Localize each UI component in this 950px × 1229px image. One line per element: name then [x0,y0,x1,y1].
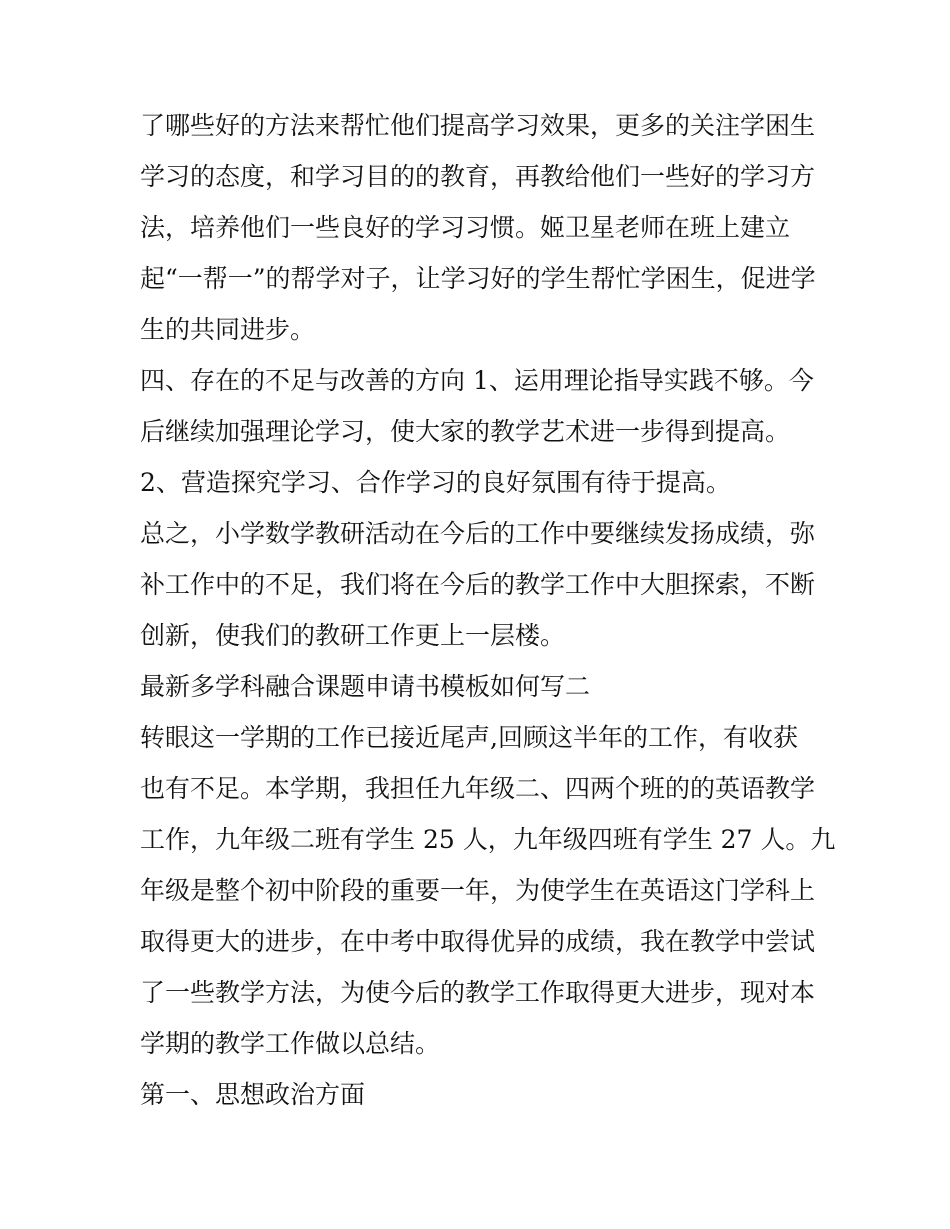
text-line: 创新，使我们的教研工作更上一层楼。 [140,621,566,650]
section-heading: 第一、思想政治方面 [140,1080,366,1109]
text-line: 学期的教学工作做以总结。 [140,1029,441,1058]
text-line: 起“一帮一”的帮学对子，让学习好的学生帮忙学困生，促进学 [140,264,816,293]
text-line: 取得更大的进步，在中考中取得优异的成绩，我在教学中尝试 [140,927,816,956]
text-line: 年级是整个初中阶段的重要一年，为使学生在英语这门学科上 [140,876,816,905]
text-line: 学习的态度，和学习目的的教育，再教给他们一些好的学习方 [140,162,816,191]
text-line: 生的共同进步。 [140,315,316,344]
text-line: 补工作中的不足，我们将在今后的教学工作中大胆探索，不断 [140,570,816,599]
section-heading: 四、存在的不足与改善的方向 1、运用理论指导实践不够。今 [140,366,814,395]
text-line: 也有不足。本学期，我担任九年级二、四两个班的的英语教学 [140,774,816,803]
text-line: 了一些教学方法，为使今后的教学工作取得更大进步，现对本 [140,978,816,1007]
document-title: 最新多学科融合课题申请书模板如何写二 [140,672,591,701]
text-line: 法，培养他们一些良好的学习习惯。姬卫星老师在班上建立 [140,213,791,242]
text-line: 转眼这一学期的工作已接近尾声,回顾这半年的工作，有收获 [140,723,798,752]
document-body [140,100,836,1120]
text-line: 工作，九年级二班有学生 25 人，九年级四班有学生 27 人。九 [140,825,836,854]
text-line: 后继续加强理论学习，使大家的教学艺术进一步得到提高。 [140,417,791,446]
text-line: 总之，小学数学教研活动在今后的工作中要继续发扬成绩，弥 [140,519,816,548]
text-line: 2、营造探究学习、合作学习的良好氛围有待于提高。 [140,468,731,497]
text-line: 了哪些好的方法来帮忙他们提高学习效果，更多的关注学困生 [140,111,816,140]
